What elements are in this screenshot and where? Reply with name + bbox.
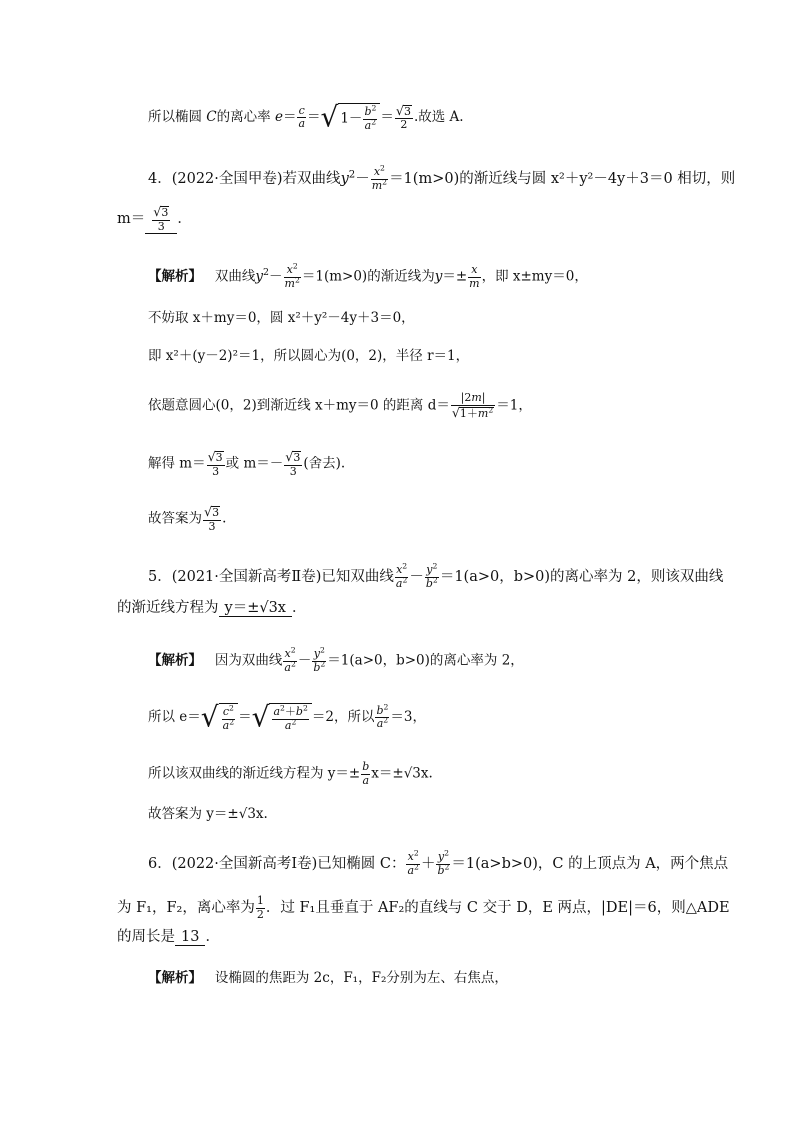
answer-blank: 13 <box>175 930 205 946</box>
text: 设椭圆的焦距为 2c，F₁，F₂分别为左、右焦点， <box>214 970 508 986</box>
fraction-sqrt3-2: $\frac{√3}{2}$ <box>395 102 411 132</box>
text: 所以椭圆 <box>148 109 202 126</box>
solution-4-line4 <box>148 392 532 420</box>
solution-5-line4 <box>148 808 268 822</box>
fraction-x2-m2: $\frac{x^2}{m^2}$ <box>371 163 388 192</box>
sqrt-expression: √ 1－ $\frac{b^2}{a^2}$ <box>321 103 381 132</box>
text: 故答案为 y＝±√3x. <box>148 806 268 822</box>
solution-5-line3: 所以该双曲线的渐近线方程为 y＝± $\frac{b}{a}$ x＝±√3x. <box>148 760 433 787</box>
problem-number: 4．(2022·全国甲卷)若双曲线 <box>148 171 341 188</box>
problem-6-line1: 6．(2022·全国新高考Ⅰ卷)已知椭圆 C： $\frac{x^2}{a^2}$ ＋ $\frac{y^2}{b^2}$ ＝1(a>b>0)，C 的上顶点为 A，两个焦点 <box>148 848 729 877</box>
text: 双曲线 <box>214 268 256 285</box>
problem-text: ＝1(a>0，b>0)的离心率为 2，则该双曲线 <box>439 569 724 586</box>
solution-4-line6: 故答案为 $\frac{√3}{3}$ . <box>148 504 227 533</box>
problem-text: ＝1(a>b>0)，C 的上顶点为 A，两个焦点 <box>451 856 729 873</box>
text: . <box>222 510 227 527</box>
text: (舍去). <box>303 455 346 472</box>
text: 或 m＝－ <box>225 455 284 472</box>
text: ． <box>291 600 307 616</box>
answer-blank: y＝±√3x <box>219 601 292 617</box>
text: 所以该双曲线的渐近线方程为 y＝± <box>148 765 361 782</box>
solution-tag: 【解析】 <box>148 268 202 285</box>
ellipse-eccentricity-line: 所以椭圆 C的离心率 e＝ $\frac{c}{a}$ ＝√ 1－ $\frac{b^2}{a^2}$ ＝ $\frac{√3}{2}$ .故选 A. <box>148 100 464 134</box>
text: .故选 A. <box>413 109 464 126</box>
text: 因为双曲线 <box>214 652 283 669</box>
solution-6-line1 <box>148 972 508 986</box>
problem-6-line3 <box>117 930 220 946</box>
text: 即 x²＋(y－2)²＝1，所以圆心为(0，2)，半径 r＝1， <box>148 348 470 364</box>
problem-text: ＝1(m>0)的渐近线与圆 x²＋y²－4y＋3＝0 相切，则 <box>389 171 736 188</box>
text: 的离心率 <box>216 109 271 126</box>
solution-4-line1: 【解析】 双曲线$y^2-$ $\frac{x^2}{m^2}$ ＝1(m>0)的渐近线为y＝± $\frac{x}{m}$ ，即 x±my＝0， <box>148 261 588 290</box>
text: 的渐近线方程为 <box>117 600 219 616</box>
problem-4-answer-line <box>117 205 192 234</box>
problem-5-line1: 5．(2021·全国新高考Ⅱ卷)已知双曲线 $\frac{x^2}{a^2}$ － $\frac{y^2}{b^2}$ ＝1(a>0，b>0)的离心率为 2，则该双曲线 <box>148 561 724 590</box>
text: ，即 x±my＝0， <box>481 268 588 285</box>
text: m＝ <box>117 211 146 228</box>
solution-tag: 【解析】 <box>148 970 202 986</box>
text: 依题意圆心(0，2)到渐近线 x＋my＝0 的距离 d＝ <box>148 397 450 414</box>
problem-5-line2 <box>117 601 306 617</box>
problem-number: 5．(2021·全国新高考Ⅱ卷)已知双曲线 <box>148 569 394 586</box>
problem-6-line2: 为 F₁，F₂，离心率为 $\frac{1}{2}$ ．过 F₁且垂直于 AF₂的直线与 C 交于 D，E 两点，|DE|＝6，则△ADE <box>117 894 730 921</box>
text: ．过 F₁且垂直于 AF₂的直线与 C 交于 D，E 两点，|DE|＝6，则△ADE <box>265 900 730 917</box>
text: 的周长是 <box>117 929 175 945</box>
text: ＝3， <box>390 709 426 726</box>
solution-5-line2: 所以 e＝√ $\frac{c^2}{a^2}$ ＝√ $\frac{a^2+b^2}{a^2}$ ＝2，所以 $\frac{b^2}{a^2}$ ＝3， <box>148 700 426 734</box>
text: x＝±√3x. <box>371 765 433 782</box>
text: ＝1(a>0，b>0)的离心率为 2， <box>327 652 524 669</box>
distance-fraction: $\frac{|2m|}{√1+m^2}$ <box>451 391 494 420</box>
text: ＝2，所以 <box>311 709 375 726</box>
text: ＝1(m>0)的渐近线为 <box>301 268 435 285</box>
fraction-c-a: $\frac{c}{a}$ <box>298 103 305 131</box>
text: 不妨取 x＋my＝0，圆 x²＋y²－4y＋3＝0， <box>148 310 415 326</box>
solution-tag: 【解析】 <box>148 652 202 669</box>
text: ． <box>177 211 192 228</box>
solution-4-line5: 解得 m＝ $\frac{√3}{3}$ 或 m＝－ $\frac{√3}{3}$ (舍去). <box>148 449 346 478</box>
solution-4-line2 <box>148 312 415 326</box>
text: 解得 m＝ <box>148 455 206 472</box>
text: ． <box>205 929 220 945</box>
solution-5-line1: 【解析】 因为双曲线 $\frac{x^2}{a^2}$ － $\frac{y^2}{b^2}$ ＝1(a>0，b>0)的离心率为 2， <box>148 645 524 674</box>
problem-4-line1: 4．(2022·全国甲卷)若双曲线$y^2-$ $\frac{x^2}{m^2}$ ＝1(m>0)的渐近线与圆 x²＋y²－4y＋3＝0 相切，则 <box>148 163 736 192</box>
text: 所以 e＝ <box>148 709 201 726</box>
text: 为 F₁，F₂，离心率为 <box>117 900 255 917</box>
text: ＝1， <box>496 397 532 414</box>
problem-number: 6．(2022·全国新高考Ⅰ卷)已知椭圆 C： <box>148 856 406 873</box>
text: 故答案为 <box>148 510 202 527</box>
solution-4-line3 <box>148 350 469 364</box>
answer-blank: $\frac{√3}{3}$ <box>145 205 177 234</box>
